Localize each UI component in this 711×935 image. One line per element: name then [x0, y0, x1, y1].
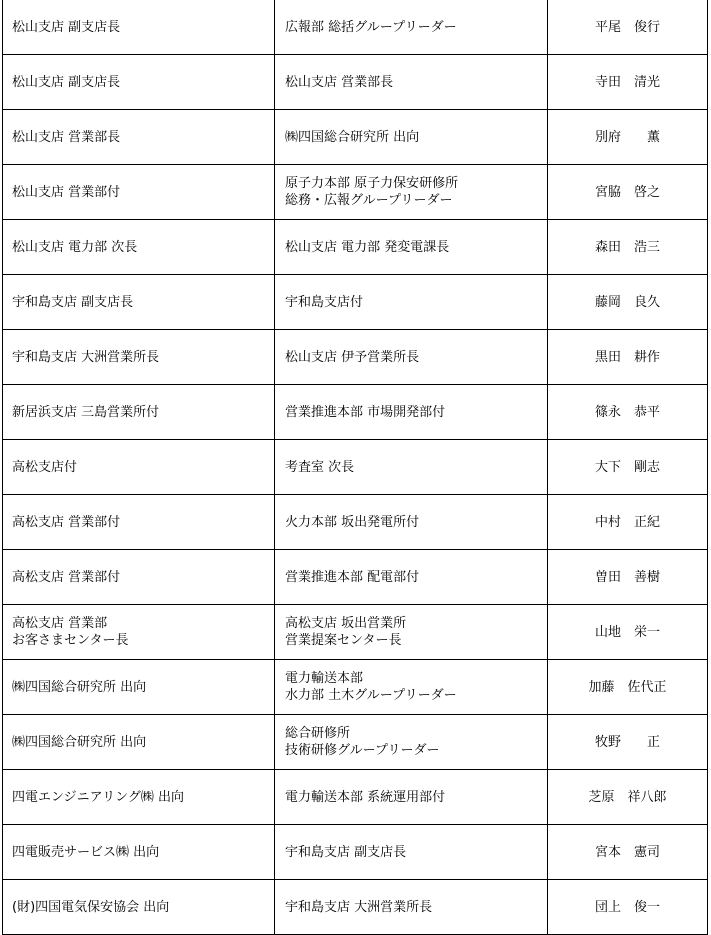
- old-post-cell-line: 総務・広報グループリーダー: [285, 193, 453, 208]
- name-cell: 別府 薫: [548, 110, 708, 165]
- new-post-cell-line: 四電エンジニアリング㈱ 出向: [12, 789, 185, 805]
- old-post-cell-line: 総合研修所: [285, 726, 351, 741]
- old-post-cell: [275, 110, 548, 165]
- table-row: [3, 715, 708, 770]
- personnel-table: [2, 0, 708, 935]
- old-post-cell-line: ㈱四国総合研究所 出向: [285, 129, 420, 145]
- new-post-cell: [3, 165, 275, 220]
- new-post-cell-line: 高松支店付: [12, 459, 78, 475]
- new-post-cell-line: 松山支店 営業部付: [12, 184, 121, 200]
- name-cell: 牧野 正: [548, 715, 708, 770]
- table-row: [3, 385, 708, 440]
- table-row: [3, 550, 708, 605]
- old-post-cell: [275, 770, 548, 825]
- name-cell: 芝原 祥八郎: [548, 770, 708, 825]
- new-post-cell-line: 松山支店 営業部長: [12, 129, 121, 145]
- old-post-cell-line: 広報部 総括グループリーダー: [285, 19, 457, 35]
- new-post-cell-line: 松山支店 副支店長: [12, 74, 121, 90]
- old-post-cell: [275, 0, 548, 55]
- old-post-cell: [275, 715, 548, 770]
- name-cell: 大下 剛志: [548, 440, 708, 495]
- new-post-cell: [3, 605, 275, 660]
- new-post-cell: [3, 385, 275, 440]
- table-row: [3, 55, 708, 110]
- table-row: [3, 770, 708, 825]
- name-cell: 藤岡 良久: [548, 275, 708, 330]
- old-post-cell: [275, 275, 548, 330]
- new-post-cell: [3, 55, 275, 110]
- new-post-cell: [3, 0, 275, 55]
- name-cell: 森田 浩三: [548, 220, 708, 275]
- old-post-cell-line: 営業推進本部 市場開発部付: [285, 404, 446, 420]
- old-post-cell: [275, 660, 548, 715]
- old-post-cell: [275, 880, 548, 935]
- name-cell: 宮本 憲司: [548, 825, 708, 880]
- new-post-cell-line: 高松支店 営業部付: [12, 514, 121, 530]
- new-post-cell: [3, 660, 275, 715]
- old-post-cell-line: 宇和島支店 副支店長: [285, 844, 407, 860]
- old-post-cell-line: 考査室 次長: [285, 459, 355, 475]
- new-post-cell-line: 四電販売サービス㈱ 出向: [12, 844, 160, 860]
- table-row: [3, 220, 708, 275]
- old-post-cell: [275, 440, 548, 495]
- old-post-cell-line: 宇和島支店付: [285, 294, 364, 310]
- new-post-cell: [3, 495, 275, 550]
- new-post-cell: [3, 770, 275, 825]
- new-post-cell-line: ㈱四国総合研究所 出向: [12, 679, 147, 695]
- table-row: [3, 275, 708, 330]
- new-post-cell-line: お客さまセンター長: [12, 633, 129, 648]
- old-post-cell-line: 高松支店 坂出営業所: [285, 616, 407, 631]
- new-post-cell-line: (財)四国電気保安協会 出向: [12, 899, 170, 915]
- old-post-cell-line: 電力輸送本部: [285, 671, 364, 686]
- old-post-cell-line: 営業提案センター長: [285, 633, 402, 648]
- table-row: [3, 440, 708, 495]
- old-post-cell: [275, 220, 548, 275]
- old-post-cell: [275, 330, 548, 385]
- name-cell: 平尾 俊行: [548, 0, 708, 55]
- old-post-cell: [275, 825, 548, 880]
- old-post-cell-line: 松山支店 伊予営業所長: [285, 349, 420, 365]
- name-cell: 宮脇 啓之: [548, 165, 708, 220]
- personnel-table-body: [3, 0, 708, 935]
- new-post-cell-line: ㈱四国総合研究所 出向: [12, 734, 147, 750]
- new-post-cell-line: 高松支店 営業部: [12, 616, 108, 631]
- new-post-cell: [3, 275, 275, 330]
- old-post-cell: [275, 55, 548, 110]
- name-cell: 曽田 善樹: [548, 550, 708, 605]
- old-post-cell-line: 水力部 土木グループリーダー: [285, 688, 457, 703]
- name-cell: 篠永 恭平: [548, 385, 708, 440]
- name-cell: 団上 俊一: [548, 880, 708, 935]
- old-post-cell-line: 松山支店 電力部 発変電課長: [285, 239, 450, 255]
- name-cell: 加藤 佐代正: [548, 660, 708, 715]
- new-post-cell-line: 新居浜支店 三島営業所付: [12, 404, 160, 420]
- new-post-cell: [3, 440, 275, 495]
- old-post-cell-line: 火力本部 坂出発電所付: [285, 514, 420, 530]
- old-post-cell-line: 松山支店 営業部長: [285, 74, 394, 90]
- old-post-cell-line: 技術研修グループリーダー: [285, 743, 440, 758]
- new-post-cell-line: 高松支店 営業部付: [12, 569, 121, 585]
- new-post-cell-line: 宇和島支店 副支店長: [12, 294, 134, 310]
- new-post-cell: [3, 825, 275, 880]
- old-post-cell: [275, 495, 548, 550]
- new-post-cell: [3, 330, 275, 385]
- old-post-cell: [275, 165, 548, 220]
- old-post-cell-line: 電力輸送本部 系統運用部付: [285, 789, 446, 805]
- new-post-cell: [3, 550, 275, 605]
- table-row: [3, 110, 708, 165]
- table-row: [3, 605, 708, 660]
- name-cell: 寺田 清光: [548, 55, 708, 110]
- old-post-cell-line: 営業推進本部 配電部付: [285, 569, 420, 585]
- table-row: [3, 660, 708, 715]
- old-post-cell: [275, 550, 548, 605]
- table-row: [3, 0, 708, 55]
- new-post-cell: [3, 220, 275, 275]
- table-row: [3, 495, 708, 550]
- new-post-cell-line: 松山支店 電力部 次長: [12, 239, 138, 255]
- new-post-cell: [3, 110, 275, 165]
- table-row: [3, 880, 708, 935]
- new-post-cell-line: 松山支店 副支店長: [12, 19, 121, 35]
- name-cell: 黒田 耕作: [548, 330, 708, 385]
- old-post-cell-line: 原子力本部 原子力保安研修所: [285, 176, 459, 191]
- new-post-cell: [3, 880, 275, 935]
- new-post-cell: [3, 715, 275, 770]
- name-cell: 中村 正紀: [548, 495, 708, 550]
- name-cell: 山地 栄一: [548, 605, 708, 660]
- table-row: [3, 825, 708, 880]
- table-row: [3, 330, 708, 385]
- old-post-cell: [275, 605, 548, 660]
- old-post-cell-line: 宇和島支店 大洲営業所長: [285, 899, 433, 915]
- old-post-cell: [275, 385, 548, 440]
- new-post-cell-line: 宇和島支店 大洲営業所長: [12, 349, 160, 365]
- table-row: [3, 165, 708, 220]
